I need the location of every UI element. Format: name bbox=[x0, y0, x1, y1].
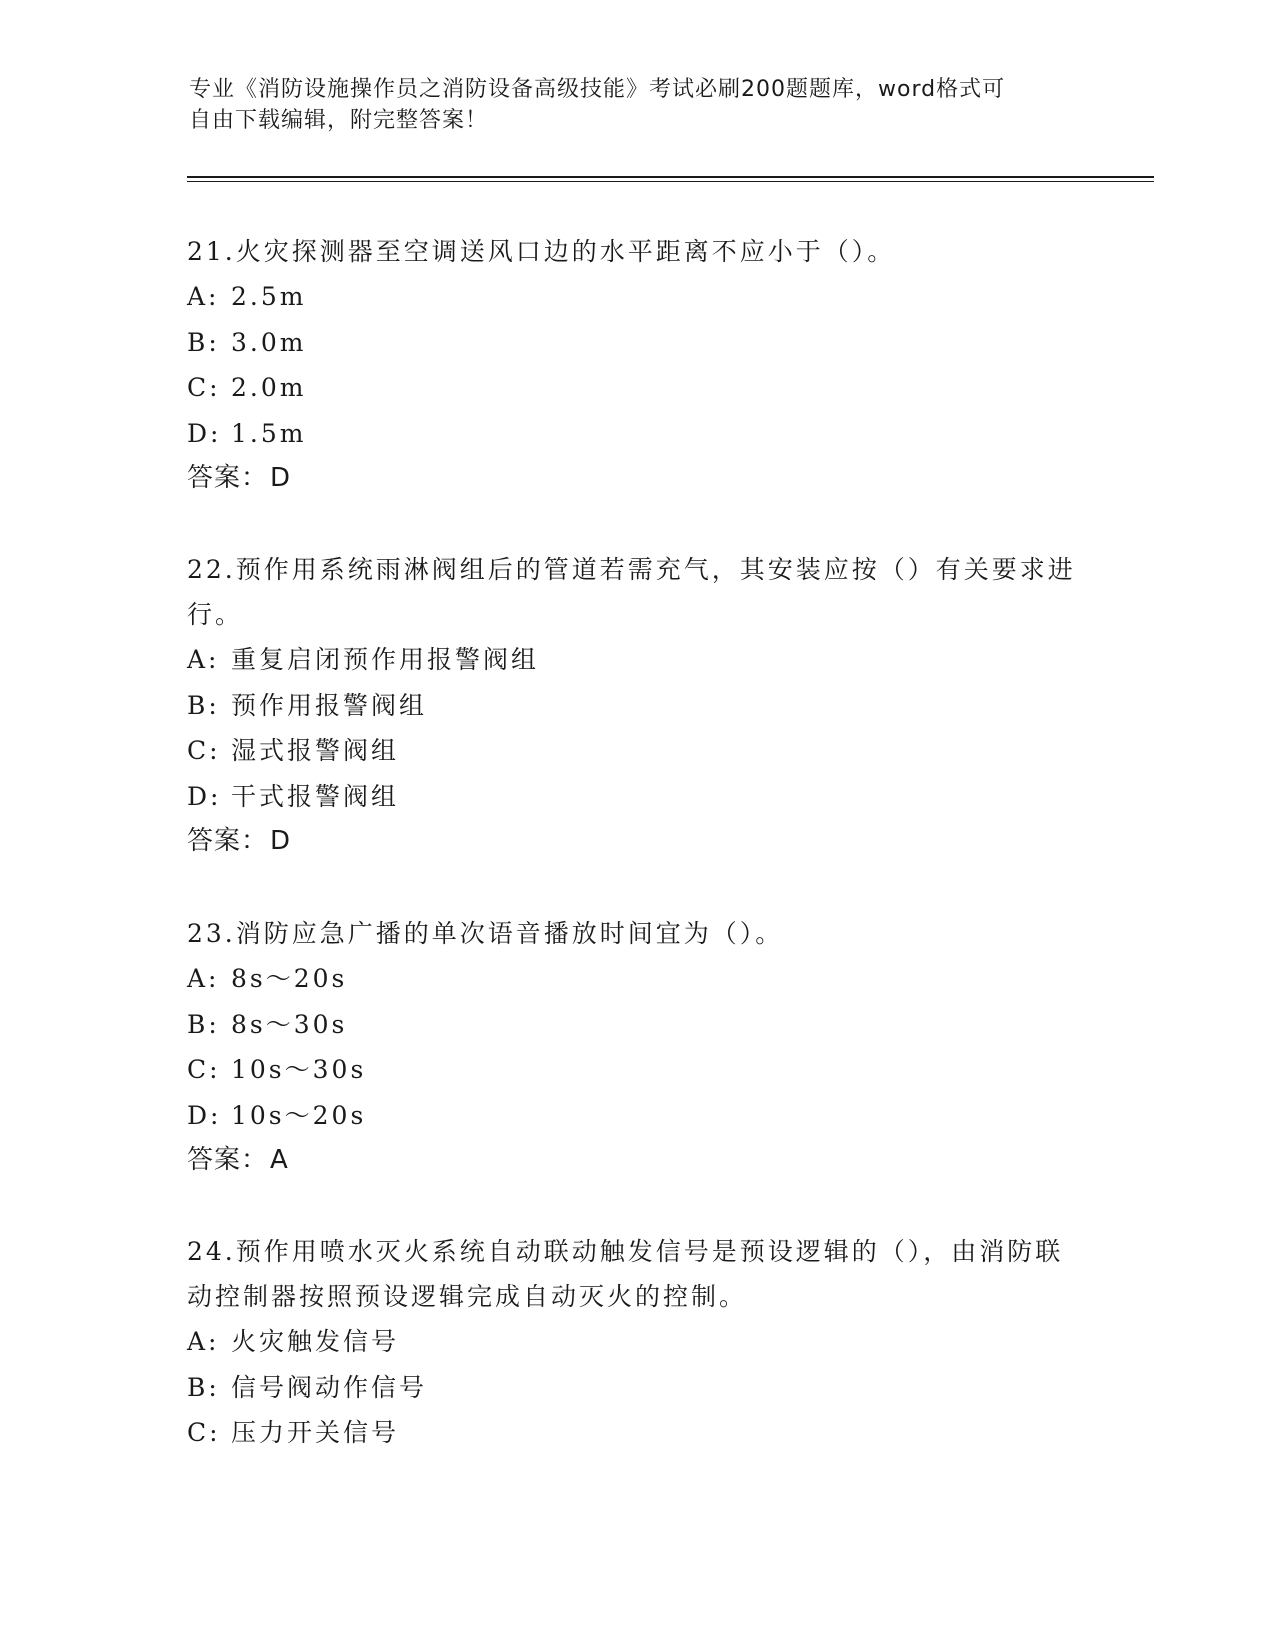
option-letter: A: bbox=[187, 282, 220, 311]
question-23 bbox=[187, 911, 1077, 1183]
option-letter: D: bbox=[187, 418, 222, 448]
option-text: 干式报警阀组 bbox=[231, 781, 400, 811]
option-d bbox=[187, 411, 1077, 457]
answer-value: A bbox=[270, 1145, 289, 1175]
option-letter: C: bbox=[187, 373, 221, 402]
option-d bbox=[187, 774, 1077, 820]
option-text: 1.5m bbox=[231, 418, 307, 448]
option-text: 火灾触发信号 bbox=[231, 1327, 400, 1356]
question-21 bbox=[187, 229, 1077, 501]
option-text: 2.5m bbox=[231, 282, 307, 311]
answer-value: D bbox=[270, 826, 292, 856]
header-line-1: 专业《消防设施操作员之消防设备高级技能》考试必刷200题题库，word格式可 bbox=[189, 77, 1006, 102]
option-text: 10s～20s bbox=[231, 1100, 367, 1130]
option-text: 3.0m bbox=[231, 327, 307, 357]
header-line-2: 自由下载编辑，附完整答案！ bbox=[189, 108, 489, 133]
option-letter: A: bbox=[187, 1327, 220, 1356]
option-letter: D: bbox=[187, 1100, 222, 1130]
option-text: 重复启闭预作用报警阀组 bbox=[231, 645, 540, 674]
option-d bbox=[187, 1093, 1077, 1139]
answer-label: 答案： bbox=[187, 826, 269, 856]
option-c bbox=[187, 728, 1077, 774]
answer-line bbox=[187, 819, 1077, 864]
answer-label: 答案： bbox=[187, 463, 269, 493]
answer-value: D bbox=[270, 463, 292, 493]
option-text: 10s～30s bbox=[231, 1055, 367, 1084]
document-header bbox=[189, 74, 1069, 136]
option-letter: C: bbox=[187, 1418, 221, 1447]
option-letter: D: bbox=[187, 781, 222, 811]
question-stem: 22.预作用系统雨淋阀组后的管道若需充气，其安装应按（）有关要求进行。 bbox=[187, 555, 1076, 629]
option-text: 预作用报警阀组 bbox=[231, 690, 428, 720]
option-a bbox=[187, 1319, 1077, 1365]
option-c bbox=[187, 365, 1077, 411]
answer-line bbox=[187, 1138, 1077, 1183]
answer-line bbox=[187, 456, 1077, 501]
option-letter: B: bbox=[187, 1009, 220, 1039]
option-text: 8s～20s bbox=[231, 964, 348, 993]
option-letter: B: bbox=[187, 1372, 220, 1402]
option-text: 压力开关信号 bbox=[231, 1418, 400, 1447]
option-letter: C: bbox=[187, 736, 221, 765]
option-b bbox=[187, 1002, 1077, 1048]
option-text: 8s～30s bbox=[231, 1009, 348, 1039]
option-letter: C: bbox=[187, 1055, 221, 1084]
header-divider-bottom bbox=[187, 181, 1154, 182]
option-a bbox=[187, 274, 1077, 320]
option-b bbox=[187, 1365, 1077, 1411]
option-b bbox=[187, 320, 1077, 366]
option-b bbox=[187, 683, 1077, 729]
answer-label: 答案： bbox=[187, 1145, 269, 1175]
question-stem: 21.火灾探测器至空调送风口边的水平距离不应小于（）。 bbox=[187, 237, 896, 266]
question-stem: 24.预作用喷水灭火系统自动联动触发信号是预设逻辑的（），由消防联动控制器按照预设逻辑完成自动灭火的控制。 bbox=[187, 1237, 1064, 1311]
option-letter: B: bbox=[187, 327, 220, 357]
option-text: 2.0m bbox=[231, 373, 307, 402]
option-letter: A: bbox=[187, 645, 220, 674]
option-text: 湿式报警阀组 bbox=[231, 736, 400, 765]
question-stem: 23.消防应急广播的单次语音播放时间宜为（）。 bbox=[187, 919, 784, 948]
option-a bbox=[187, 956, 1077, 1002]
option-letter: A: bbox=[187, 964, 220, 993]
option-letter: B: bbox=[187, 690, 220, 720]
header-divider-top bbox=[187, 176, 1154, 178]
option-c bbox=[187, 1047, 1077, 1093]
option-text: 信号阀动作信号 bbox=[231, 1372, 428, 1402]
option-c bbox=[187, 1410, 1077, 1456]
question-22 bbox=[187, 547, 1077, 864]
question-24 bbox=[187, 1229, 1077, 1456]
option-a bbox=[187, 637, 1077, 683]
